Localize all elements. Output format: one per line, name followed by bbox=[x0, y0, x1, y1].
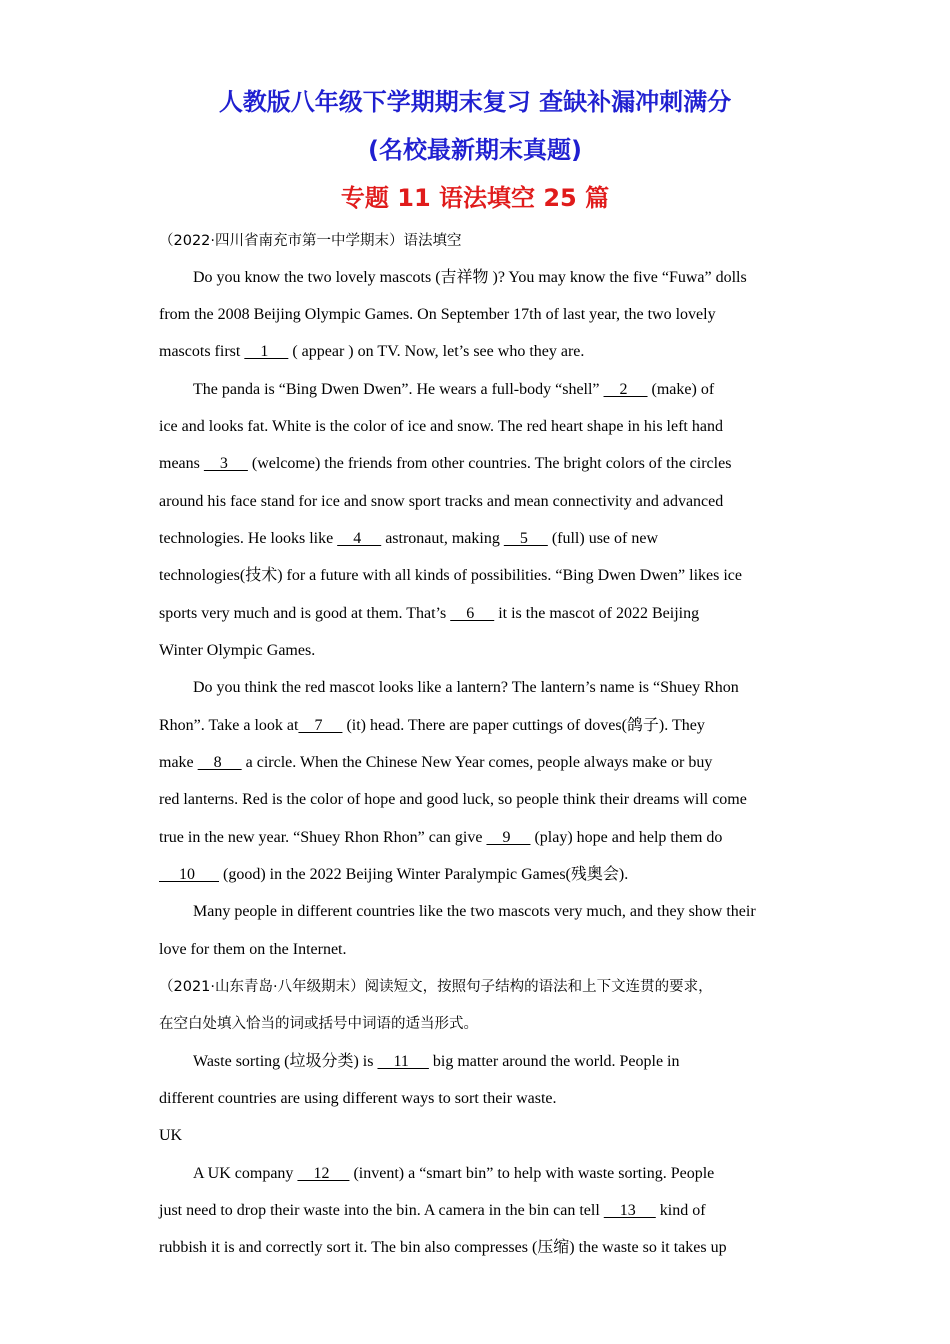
p1-line: Rhon”. Take a look at 7 (it) head. There are paper cuttings of doves(鸽子). They bbox=[159, 717, 705, 734]
blank-8[interactable]: 8 bbox=[197, 754, 242, 771]
p1-line: make 8 a circle. When the Chinese New Year comes, people always make or buy bbox=[159, 754, 713, 771]
blank-2[interactable]: 2 bbox=[603, 381, 648, 398]
blank-3[interactable]: 3 bbox=[203, 455, 248, 472]
p1-line: Do you know the two lovely mascots (吉祥物 )? You may know the five “Fuwa” dolls bbox=[193, 269, 747, 286]
p1-line: Do you think the red mascot looks like a lantern? The lantern’s name is “Shuey Rhon bbox=[193, 679, 739, 696]
p1-line: mascots first 1 ( appear ) on TV. Now, let’s see who they are. bbox=[159, 343, 585, 360]
p1-line: Winter Olympic Games. bbox=[159, 642, 316, 659]
p1-line: The panda is “Bing Dwen Dwen”. He wears a full-body “shell” 2 (make) of bbox=[193, 381, 715, 398]
p1-line: around his face stand for ice and snow sport tracks and mean connectivity and advanced bbox=[159, 493, 724, 510]
p1-line: Many people in different countries like the two mascots very much, and they show their bbox=[193, 903, 756, 920]
doc-title-line2: (名校最新期末真题) bbox=[368, 136, 582, 164]
p1-line: technologies. He looks like 4 astronaut, making 5 (full) use of new bbox=[159, 530, 659, 547]
p1-line: red lanterns. Red is the color of hope and good luck, so people think their dreams will come bbox=[159, 791, 747, 808]
blank-13[interactable]: 13 bbox=[603, 1202, 656, 1219]
blank-7[interactable]: 7 bbox=[298, 717, 343, 734]
passage2-source: 在空白处填入恰当的词或括号中词语的适当形式。 bbox=[159, 1016, 478, 1032]
doc-title-line1: 人教版八年级下学期期末复习 查缺补漏冲刺满分 bbox=[218, 88, 732, 116]
blank-11[interactable]: 11 bbox=[377, 1053, 429, 1070]
p1-line: love for them on the Internet. bbox=[159, 941, 347, 958]
blank-4[interactable]: 4 bbox=[337, 530, 382, 547]
p1-line: ice and looks fat. White is the color of ice and snow. The red heart shape in his left hand bbox=[159, 418, 723, 435]
p2-line: Waste sorting (垃圾分类) is 11 big matter around the world. People in bbox=[193, 1053, 680, 1070]
p2-line: rubbish it is and correctly sort it. The bin also compresses (压缩) the waste so it takes up bbox=[159, 1239, 727, 1256]
passage2-source: （2021·山东青岛·八年级期末）阅读短文，按照句子结构的语法和上下文连贯的要求， bbox=[159, 979, 713, 995]
blank-1[interactable]: 1 bbox=[244, 343, 289, 360]
p1-line: true in the new year. “Shuey Rhon Rhon” can give 9 (play) hope and help them do bbox=[159, 829, 723, 846]
blank-5[interactable]: 5 bbox=[503, 530, 548, 547]
blank-12[interactable]: 12 bbox=[297, 1165, 350, 1182]
doc-title-line3: 专题 11 语法填空 25 篇 bbox=[340, 184, 610, 212]
blank-6[interactable]: 6 bbox=[450, 605, 495, 622]
p2-line: just need to drop their waste into the bin. A camera in the bin can tell 13 kind of bbox=[159, 1202, 706, 1219]
p1-line: sports very much and is good at them. That’s 6 it is the mascot of 2022 Beijing bbox=[159, 605, 700, 622]
p2-line: A UK company 12 (invent) a “smart bin” to help with waste sorting. People bbox=[193, 1165, 715, 1182]
p1-line: means 3 (welcome) the friends from other countries. The bright colors of the circles bbox=[159, 455, 732, 472]
p1-line: from the 2008 Beijing Olympic Games. On September 17th of last year, the two lovely bbox=[159, 306, 716, 323]
p1-line: 10 (good) in the 2022 Beijing Winter Paralympic Games(残奥会). bbox=[159, 866, 629, 883]
section-heading-uk: UK bbox=[159, 1127, 183, 1144]
p2-line: different countries are using different ways to sort their waste. bbox=[159, 1090, 557, 1107]
passage1-source: （2022·四川省南充市第一中学期末）语法填空 bbox=[159, 233, 462, 249]
blank-9[interactable]: 9 bbox=[486, 829, 531, 846]
p1-line: technologies(技术) for a future with all kinds of possibilities. “Bing Dwen Dwen” likes ice bbox=[159, 567, 742, 584]
blank-10[interactable]: 10 bbox=[159, 866, 219, 883]
